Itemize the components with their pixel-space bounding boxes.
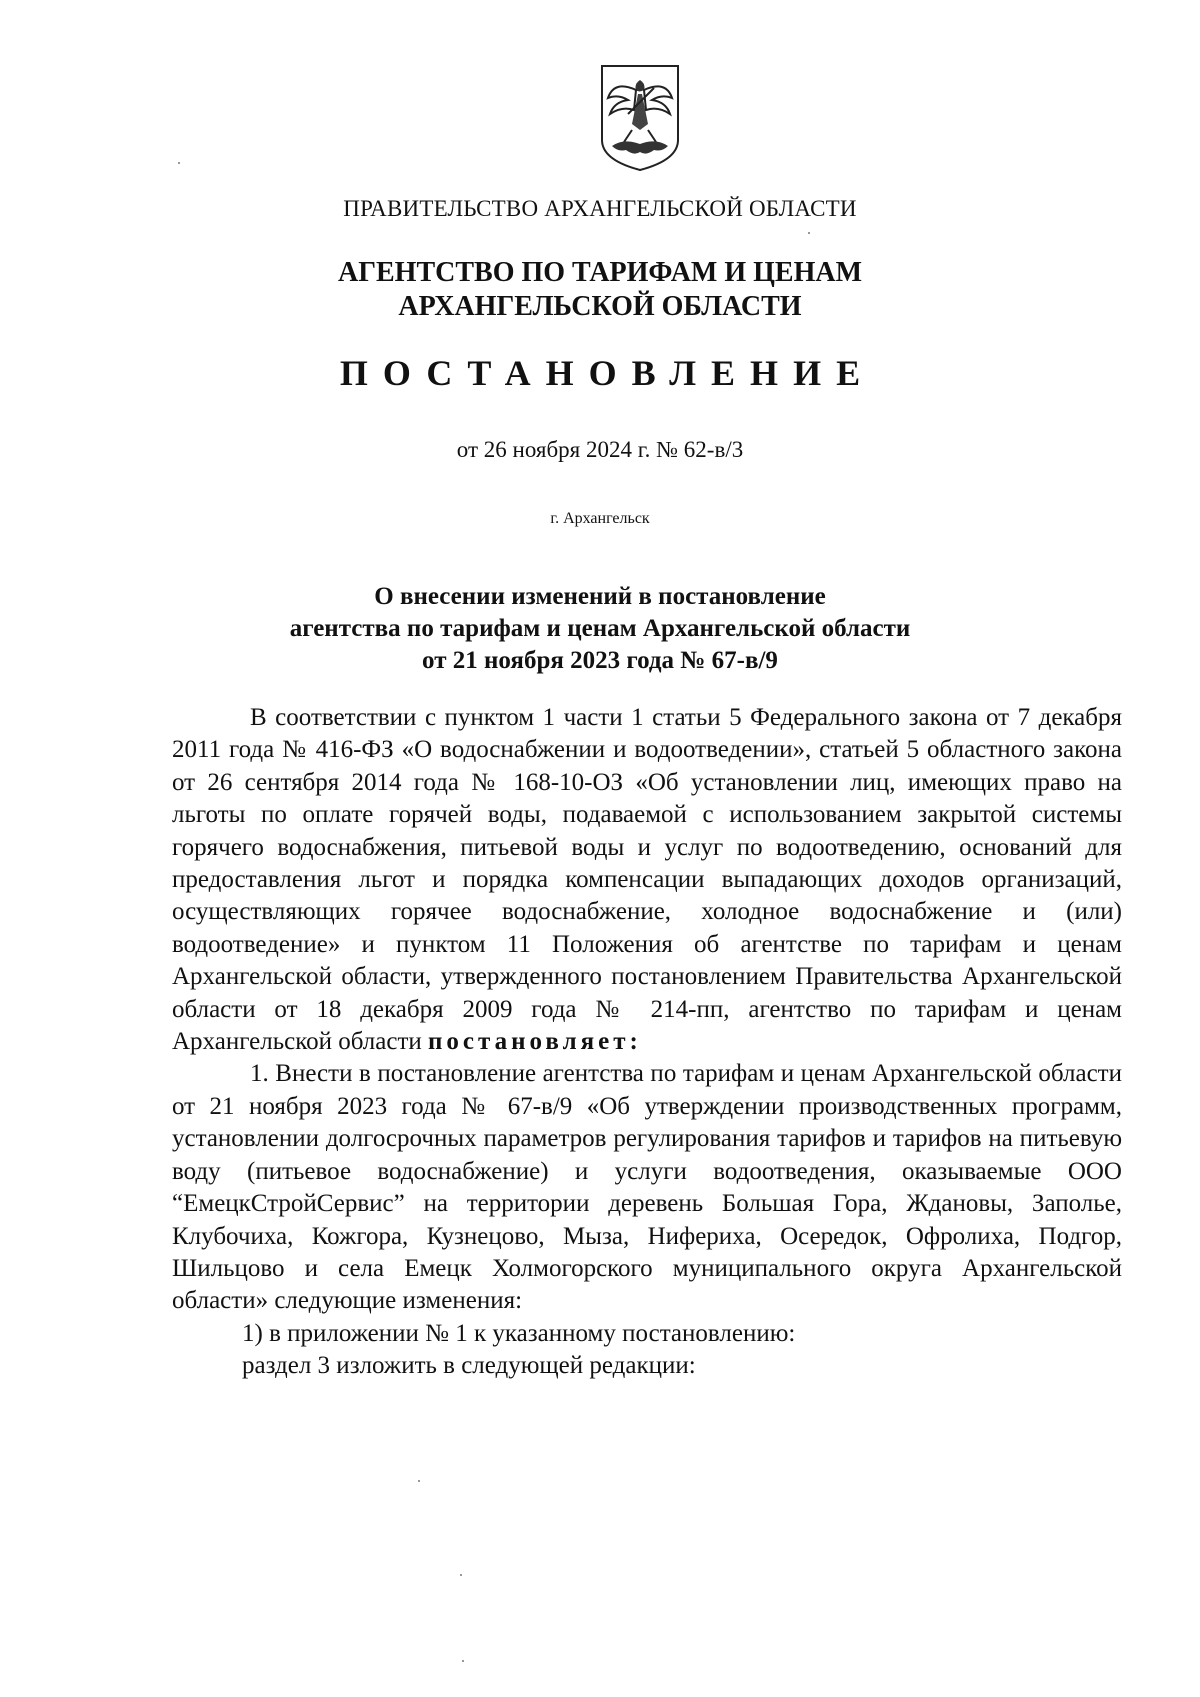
document-type: ПОСТАНОВЛЕНИЕ: [339, 353, 876, 393]
agency-name-line2: АРХАНГЕЛЬСКОЙ ОБЛАСТИ: [398, 291, 802, 322]
resolves-word: постановляет:: [428, 1028, 642, 1056]
subitem-1: 1) в приложении № 1 к указанному постановлению:: [242, 1319, 796, 1347]
scan-speck: [462, 1660, 464, 1662]
government-name: ПРАВИТЕЛЬСТВО АРХАНГЕЛЬСКОЙ ОБЛАСТИ: [343, 196, 857, 221]
agency-name-line1: АГЕНТСТВО ПО ТАРИФАМ И ЦЕНАМ: [337, 257, 863, 288]
preamble-text: В соответствии с пунктом 1 части 1 статьи 5 Федерального закона от 7 декабря 2011 года № 416-ФЗ «О водоснабжении и водоотведении», статьей 5 областного закона от 26 сентября 2014 года № 168-10-ОЗ «Об установлении лиц, имеющих право на льготы по оплате горячей воды, подаваемой с использованием закрытой системы горячего водоснабжения, питьевой воды и услуг по водоотведению, оснований для предоставления льгот и порядка компенсации выпадающих доходов организаций, осуществляющих горячее водоснабжение, холодное водоснабжение и (или) водоотведение» и пунктом 11 Положения об агентстве по тарифам и ценам Архангельской области, утвержденного постановлением Правительства Архангельской области от 18 декабря 2009 года № 214-пп, агентство по тарифам и ценам Архангельской области: [172, 704, 1122, 1056]
document-date-number: от 26 ноября 2024 г. № 62-в/3: [456, 437, 744, 462]
document-title: [0, 581, 1200, 677]
scan-speck: [418, 1480, 420, 1482]
document-city: г. Архангельск: [550, 510, 650, 527]
scan-speck: [808, 232, 810, 234]
title-line3: от 21 ноября 2023 года № 67-в/9: [422, 647, 778, 674]
item-1-paragraph: 1. Внести в постановление агентства по тарифам и ценам Архангельской области от 21 ноября 2023 года № 67-в/9 «Об утверждении производственных программ, установлении долгосрочных параметров регулирования тарифов и тарифов на питьевую воду (питьевое водоснабжение) и услуги водоотведения, оказываемые ООО “ЕмецкСтройСервис” на территории деревень Большая Гора, Ждановы, Заполье, Клубочиха, Кожгора, Кузнецово, Мыза, Нифериха, Осередок, Офролиха, Подгор, Шильцово и села Емецк Холмогорского муниципального округа Архангельской области» следующие изменения:: [172, 1060, 1122, 1315]
scan-speck: [178, 162, 180, 164]
preamble-paragraph: [172, 702, 1122, 1058]
scan-speck: [460, 1574, 462, 1576]
title-line2: агентства по тарифам и ценам Архангельской области: [289, 615, 911, 642]
document-body: [172, 702, 1122, 1383]
coat-of-arms-icon: [598, 62, 682, 174]
agency-name: [0, 256, 1200, 324]
title-line1: О внесении изменений в постановление: [374, 583, 826, 610]
subitem-2: раздел 3 изложить в следующей редакции:: [242, 1352, 696, 1380]
